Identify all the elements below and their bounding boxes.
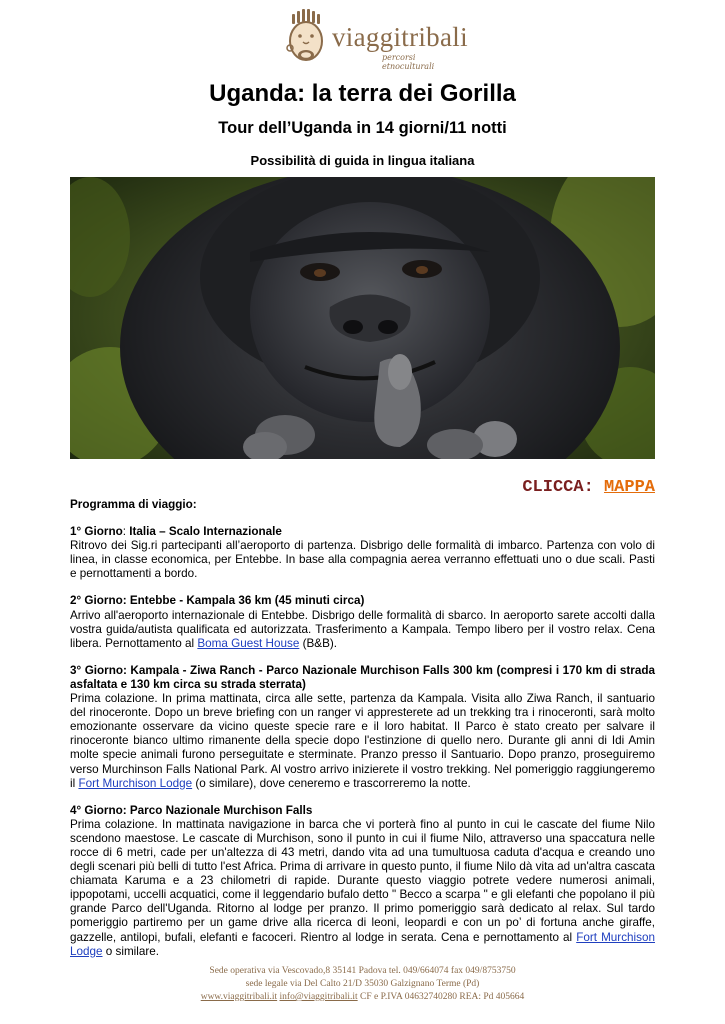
day-1-text: Ritrovo dei Sig.ri partecipanti all’aeroporto di partenza. Disbrigo delle formalità di imbarco. Partenza con volo di linea, in classe economica, per Entebbe. In base alla compagnia aerea verranno effettuati uno o due scali. Pasti e pernottamenti a bordo. <box>70 539 655 581</box>
gorilla-illustration <box>70 177 655 459</box>
page-subtitle: Tour dell’Uganda in 14 giorni/11 notti <box>218 119 507 137</box>
page-title: Uganda: la terra dei Gorilla <box>209 80 516 107</box>
footer-tax-info: CF e P.IVA 04632740280 REA: Pd 405664 <box>357 992 525 1002</box>
footer-contacts <box>0 991 725 1004</box>
map-link-prefix: CLICCA: <box>522 478 604 497</box>
day-1-title-route: Italia – Scalo Internazionale <box>129 525 282 539</box>
day-4-text: Prima colazione. In mattinata navigazione in barca che vi porterà fino al punto in cui le cascate del fiume Nilo scendono maestose. Le cascate di Murchison, sono il punto in cui il fiume Nilo, attraverso una spaccatura nelle rocce di 6 metri, cade per un'altezza di 43 metri, dando vita ad una tumultuosa caduta d'acqua e creando uno degli scenari più belli di tutto l'est Africa. Prima di arrivare in questo punto, il fiume Nilo dà vita ad un'altra cascata chiamata Karuma e a 23 chilometri di rapide. Durante questo viaggio potrete vedere numerosi animali, ippopotami, uccelli acquatici, come il leggendario bufalo detto " Becco a scarpa " e gli elefanti che popolano il più grande Parco dell'Uganda. Ritorno al lodge per pranzo. Il primo pomeriggio sarà dedicato al relax. Sul tardo pomeriggio partiremo per un game drive alla ricerca di leoni, leopardi e con un po’ di fortuna anche giraffe, gazzelle, antilopi, bufali, elefanti e facoceri. Rientro al lodge in serata. Cena e pernottamento al <box>70 817 655 944</box>
page-footer <box>0 965 725 1004</box>
fort-murchison-lodge-link[interactable]: Fort Murchison Lodge <box>78 776 193 790</box>
day-1-title <box>70 525 655 539</box>
boma-guest-house-link[interactable]: Boma Guest House <box>197 636 300 650</box>
day-4-text-end: o similare. <box>102 944 160 958</box>
day-4-section <box>70 804 655 959</box>
brand-logo[interactable] <box>282 8 468 74</box>
guide-note: Possibilità di guida in lingua italiana <box>250 153 475 168</box>
day-2-title: 2° Giorno: Entebbe - Kampala 36 km (45 minuti circa) <box>70 594 365 608</box>
itinerary-content <box>70 498 655 972</box>
day-3-text-end: (o similare), dove ceneremo e trascorreremo la notte. <box>192 776 471 790</box>
day-2-text: Arrivo all'aeroporto internazionale di Entebbe. Disbrigo delle formalità di sbarco. In aeroporto sarete accolti dalla vostra guida/autista qualificata ed autorizzata. Trasferimento a Kampala. Tempo libero per il vostro relax. Cena libera. Pernottamento al <box>70 608 655 650</box>
day-2-text-end: (B&B). <box>299 636 338 650</box>
day-3-text: Prima colazione. In prima mattinata, circa alle sette, partenza da Kampala. Visita allo Ziwa Ranch, il santuario del rinoceronte. Dopo un breve briefing con un ranger vi appresterete ad un trekking tra i rinoceronti, sarà molto emozionante osservare da vicino queste specie rare e il loro habitat. Il Parco è stato creato per salvare il rinoceronte bianco ultimo rimanente della specie dopo l'estinzione di quello nero. Durante gli anni di Idi Amin molte specie animali furono perseguitate e sterminate. Pranzo presso il Santuario. Dopo pranzo, proseguiremo verso Murchinson Falls National Park. Al vostro arrivo inizierete il vostro trekking. Nel pomeriggio raggiungeremo il <box>70 692 655 790</box>
day-1-title-separator: : <box>122 525 130 539</box>
day-1-title-number: 1° Giorno <box>70 525 123 539</box>
program-heading: Programma di viaggio: <box>70 498 197 511</box>
day-4-title: 4° Giorno: Parco Nazionale Murchison Falls <box>70 803 313 817</box>
day-3-title: 3° Giorno: Kampala - Ziwa Ranch - Parco Nazionale Murchison Falls 300 km (compresi i 170 km di strada asfaltata e 130 km circa su strada sterrata) <box>70 663 655 691</box>
day-2-section <box>70 594 655 650</box>
footer-legal-address: sede legale via Del Calto 21/D 35030 Galzignano Terme (Pd) <box>245 979 480 989</box>
brand-name: viaggitribali <box>332 22 468 52</box>
day-1-section <box>70 525 655 581</box>
footer-operational-address: Sede operativa via Vescovado,8 35141 Padova tel. 049/664074 fax 049/8753750 <box>209 966 516 976</box>
tribal-face-logo-icon <box>282 8 332 74</box>
map-link[interactable]: MAPPA <box>603 478 655 497</box>
gorilla-photo <box>70 177 655 459</box>
brand-tagline: percorsi etnoculturali <box>382 53 435 71</box>
website-link[interactable]: www.viaggitribali.it <box>200 992 278 1002</box>
fort-murchison-lodge-link-2[interactable]: Fort Murchison Lodge <box>70 930 655 958</box>
email-link[interactable]: info@viaggitribali.it <box>279 992 358 1002</box>
day-3-section <box>70 664 655 791</box>
map-link-line <box>522 478 655 497</box>
